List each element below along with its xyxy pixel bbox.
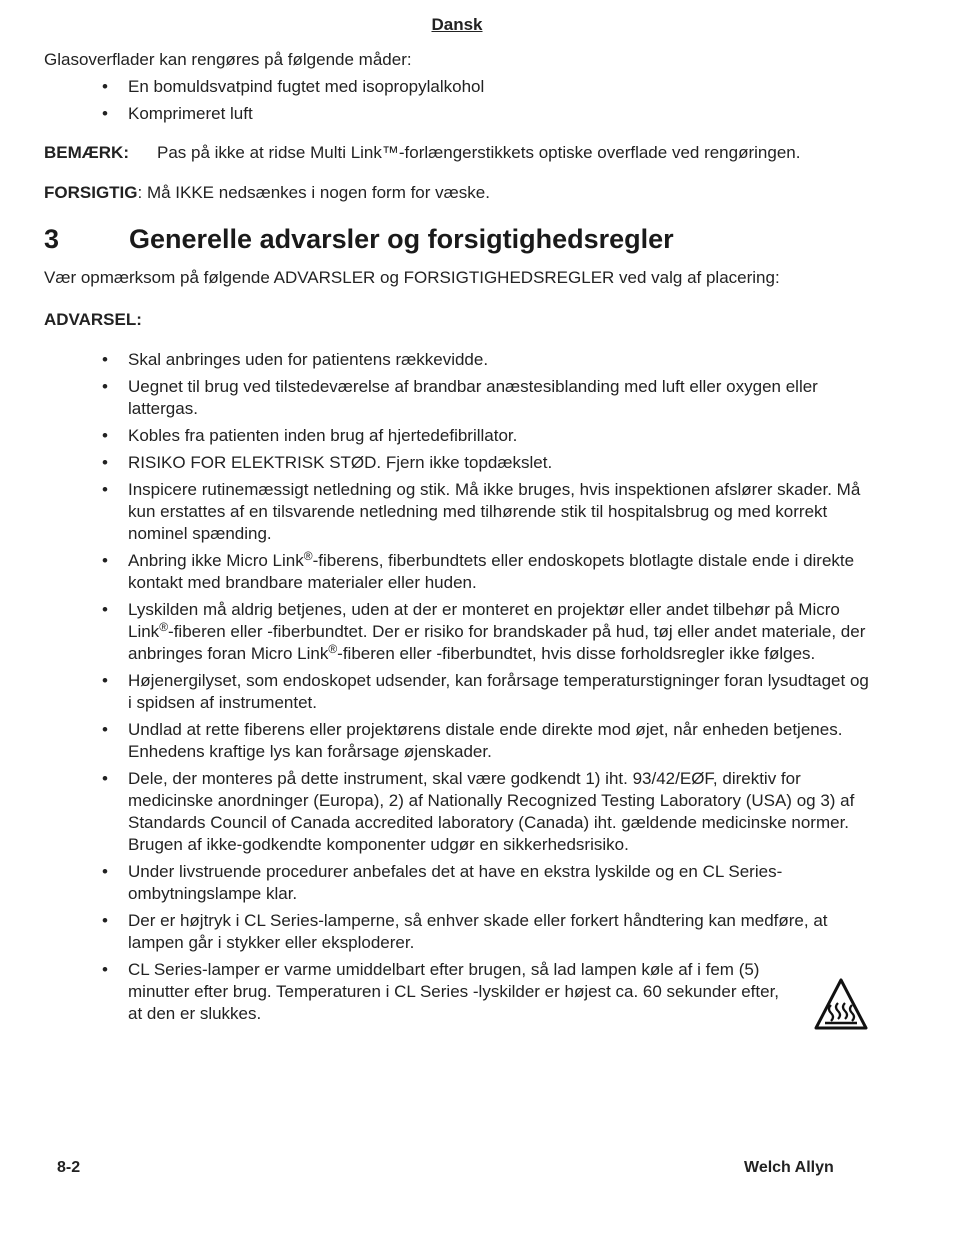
section-title: Generelle advarsler og forsigtighedsregler <box>129 224 674 254</box>
list-item: • Højenergilyset, som endoskopet udsender, kan forårsage temperaturstigninger foran lysudtaget og i spidsen af instrumentet. <box>44 670 874 714</box>
list-item: • Komprimeret luft <box>44 103 874 125</box>
section-number: 3 <box>44 224 60 254</box>
list-item: • Uegnet til brug ved tilstedeværelse af brandbar anæstesiblanding med luft eller oxygen eller lattergas. <box>44 376 874 420</box>
glass-cleaning-intro: Glasoverflader kan rengøres på følgende måder: <box>44 50 412 69</box>
note-paragraph <box>44 143 904 163</box>
registered-mark: ® <box>328 642 338 656</box>
brand-name: Welch Allyn <box>744 1159 834 1176</box>
registered-mark: ® <box>303 549 313 563</box>
page-language-header: Dansk <box>431 15 483 34</box>
section-heading <box>44 224 674 255</box>
page-number: 8-2 <box>57 1159 81 1176</box>
list-item: • Under livstruende procedurer anbefales det at have en ekstra lyskilde og en CL Series-ombytningslampe klar. <box>44 861 874 905</box>
list-item: • Kobles fra patienten inden brug af hjertedefibrillator. <box>44 425 874 447</box>
note-label: BEMÆRK: <box>44 143 130 162</box>
list-item: • CL Series-lamper er varme umiddelbart efter brugen, så lad lampen køle af i fem (5) minutter efter brug. Temperaturen i CL Series -lyskilder er højest ca. 60 sekunder efter, at den er slukkes. <box>44 959 874 1025</box>
caution-paragraph <box>44 183 490 203</box>
warning-label: ADVARSEL: <box>44 310 142 329</box>
caution-text: : Må IKKE nedsænkes i nogen form for væske. <box>137 183 490 202</box>
glass-cleaning-list <box>44 76 874 130</box>
hot-surface-warning-icon <box>814 977 868 1031</box>
list-item: • Inspicere rutinemæssigt netledning og stik. Må ikke bruges, hvis inspektionen afslører skader. Må kun erstattes af en tilsvarende netledning med tilhørende stik til hospitalsbrug og med korrekt nominel spænding. <box>44 479 874 545</box>
list-item: • Undlad at rette fiberens eller projektørens distale ende direkte mod øjet, når enheden betjenes. Enhedens kraftige lys kan forårsage øjenskader. <box>44 719 874 763</box>
list-item: • Skal anbringes uden for patientens rækkevidde. <box>44 349 874 371</box>
note-text: Pas på ikke at ridse Multi Link™-forlængerstikkets optiske overflade ved rengøringen. <box>157 143 801 162</box>
registered-mark: ® <box>159 620 169 634</box>
list-item: • Anbring ikke Micro Link®-fiberens, fiberbundtets eller endoskopets blotlagte distale ende i direkte kontakt med brandbare materialer eller huden. <box>44 550 874 594</box>
list-item: • Lyskilden må aldrig betjenes, uden at der er monteret en projektør eller andet tilbehør på Micro Link®-fiberen eller -fiberbundtet. Der er risiko for brandskader på hud, tøj eller andet materiale, der anbringes foran Micro Link®-fiberen eller -fiberbundtet, hvis disse forholdsregler ikke følges. <box>44 599 874 665</box>
list-item: • Der er højtryk i CL Series-lamperne, så enhver skade eller forkert håndtering kan medføre, at lampen går i stykker eller eksploderer. <box>44 910 874 954</box>
section-intro: Vær opmærksom på følgende ADVARSLER og FORSIGTIGHEDSREGLER ved valg af placering: <box>44 268 780 287</box>
list-item: • RISIKO FOR ELEKTRISK STØD. Fjern ikke topdækslet. <box>44 452 874 474</box>
list-item: • En bomuldsvatpind fugtet med isopropylalkohol <box>44 76 874 98</box>
list-item: • Dele, der monteres på dette instrument, skal være godkendt 1) iht. 93/42/EØF, direktiv for medicinske anordninger (Europa), 2) af Nationally Recognized Testing Laboratory (USA) og 3) af Standards Council of Canada accredited laboratory (Canada) iht. gældende medicinske normer. Brugen af ikke-godkendte komponenter udgør en sikkerhedsrisiko. <box>44 768 874 856</box>
warning-list <box>44 349 874 1030</box>
caution-label: FORSIGTIG <box>44 183 138 202</box>
